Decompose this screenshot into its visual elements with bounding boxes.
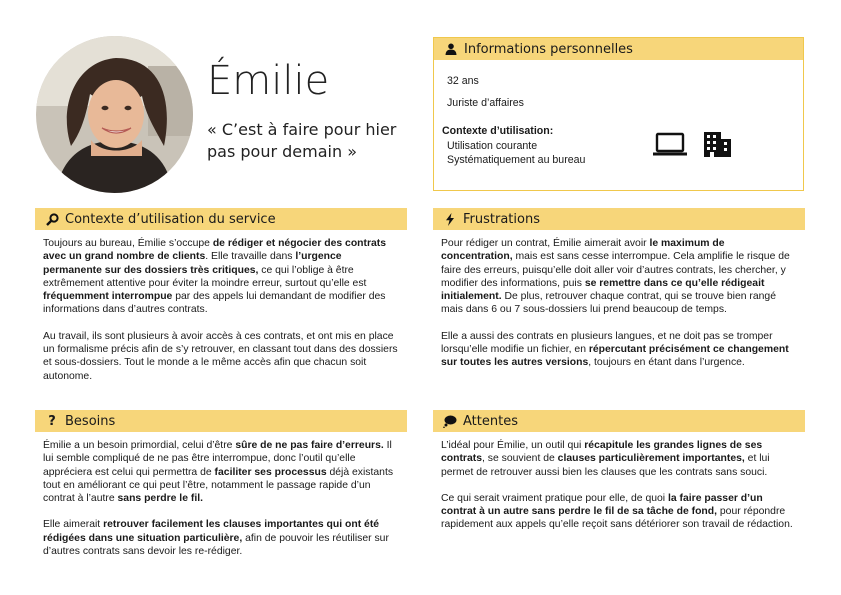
personal-info-panel [433,37,804,191]
thought-bubble-icon [443,414,457,428]
section-contexte [35,208,407,396]
section-besoins-title: Besoins [65,413,116,429]
avatar-photo [36,36,193,193]
section-attentes [433,410,805,545]
section-contexte-header [35,208,407,230]
section-besoins [35,410,407,571]
age: 32 ans [447,75,479,87]
section-frustrations-p1: Pour rédiger un contrat, Émilie aimerait avoir le maximum de concentration, mais est sans cesse interrompue. Cela amplifie le risque de faire des erreurs, puisqu’elle doit aller voir d’autres contrats, les chercher, y modifier des informations, puis se remettre dans ce qu’elle rédigeait initialement. De plus, retrouver chaque contrat, qui se trouve bien rangé mais dans 6 ou 7 sous-dossiers lui prend beaucoup de temps. [441,238,790,316]
section-frustrations-header [433,208,805,230]
section-frustrations-body [433,237,805,370]
section-frustrations-title: Frustrations [463,211,540,227]
section-contexte-body [35,237,407,383]
section-frustrations-p2: Elle a aussi des contrats en plusieurs langues, et ne doit pas se tromper lorsqu’elle modifie un fichier, en répercutant précisément ce changement sur toutes les autres versions, toujours en étant dans l’urgence. [441,330,789,369]
avatar [36,36,193,193]
office-building-icon [702,130,732,163]
personal-info-title: Informations personnelles [464,41,633,57]
section-attentes-p1: L’idéal pour Émilie, un outil qui récapitule les grandes lignes de ses contrats, se souvient de clauses particulièrement importantes, et lui permet de retrouver aussi bien les clauses que les contrats sans souci. [441,440,770,478]
question-icon: ? [48,413,56,429]
personal-info-header [434,38,803,60]
section-attentes-title: Attentes [463,413,518,429]
section-attentes-p2: Ce qui serait vraiment pratique pour elle, de quoi la faire passer d’un contrat à un autre sans perdre le fil de sa tâche de fond, pour répondre rapidement aux appels qu’elle reçoit sans détériorer son travail de rédaction. [441,492,793,531]
context-label: Contexte d’utilisation: [442,125,554,137]
section-contexte-p2: Au travail, ils sont plusieurs à avoir accès à ces contrats, et ont mis en place un formalisme précis afin de s’y retrouver, en classant tout dans des dossiers et sous-dossiers. Tout le monde a le même accès afin que chacun soit autonome. [43,330,398,382]
magnifier-icon [45,212,59,226]
context-line-2: Systématiquement au bureau [447,154,586,166]
persona-name: Émilie [207,58,330,104]
laptop-icon [652,132,688,163]
section-besoins-p2: Elle aimerait retrouver facilement les clauses importantes qui ont été rédigées dans une situation particulière, afin de pouvoir les réutiliser sur d’autres contrats sans devoir les re-rédiger. [43,519,389,558]
section-attentes-body [433,439,805,532]
section-attentes-header [433,410,805,432]
section-besoins-p1: Émilie a un besoin primordial, celui d’être sûre de ne pas faire d’erreurs. Il lui semble compliqué de ne pas être interrompue, donc l’outil qu’elle appréciera est celui qui permettra de faciliter ses processus déjà existants tout en améliorant ce qui peut l’être, notamment le passage rapide d’un contrat à l’autre sans perdre le fil. [43,440,394,505]
user-icon [444,42,458,56]
section-frustrations [433,208,805,383]
job: Juriste d’affaires [447,97,524,109]
section-contexte-title: Contexte d’utilisation du service [65,211,276,227]
lightning-icon [443,212,457,226]
section-contexte-p1: Toujours au bureau, Émilie s’occupe de rédiger et négocier des contrats avec un grand nombre de clients. Elle travaille dans l’urgence permanente sur des dossiers très critiques, ce qui l’oblige à être extrêmement attentive pour éviter la moindre erreur, surtout qu’elle est fréquemment interrompue par des appels lui demandant de modifier des informations dans d’autres contrats. [43,238,387,316]
context-line-1: Utilisation courante [447,140,538,152]
persona-quote: « C’est à faire pour hier pas pour demain » [207,120,397,161]
section-besoins-body [35,439,407,558]
section-besoins-header [35,410,407,432]
